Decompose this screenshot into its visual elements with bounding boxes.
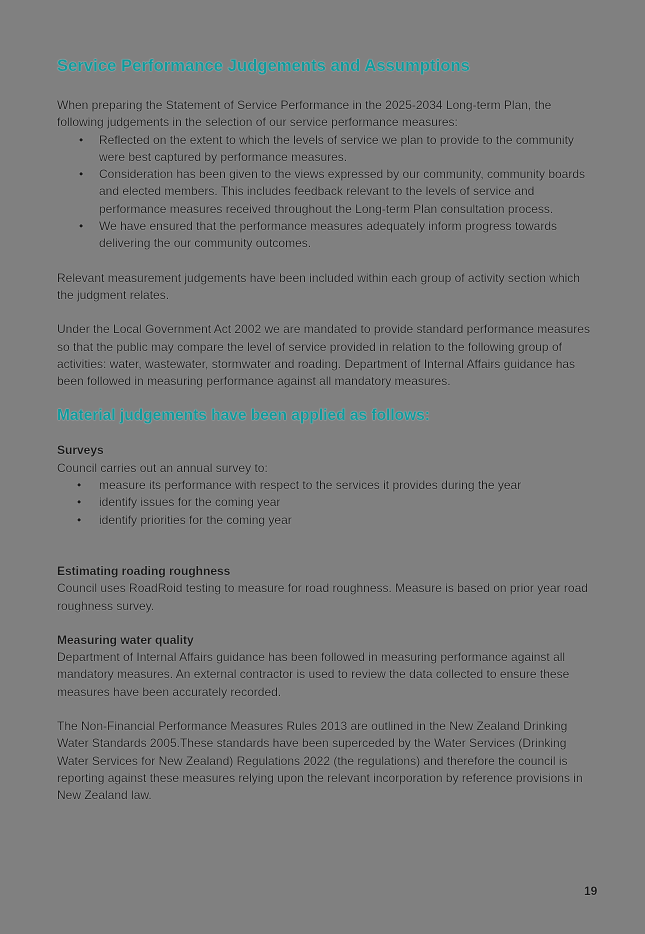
roading-title: Estimating roading roughness (57, 563, 231, 578)
surveys-text: Council carries out an annual survey to: (57, 460, 268, 475)
list-item: • Consideration has been given to the views expressed by our community, community boards and elected members. This includes feedback relevant to the levels of service and performance measures received throughout the Long-term Plan consultation process. (99, 166, 597, 218)
list-item: • identify priorities for the coming year (99, 512, 597, 529)
relevant-judgements-paragraph: Relevant measurement judgements have been included within each group of activity section which the judgment relates. (57, 270, 580, 302)
roading-text: Council uses RoadRoid testing to measure for road roughness. Measure is based on prior year road roughness survey. (57, 581, 588, 613)
rules-paragraph: The Non-Financial Performance Measures Rules 2013 are outlined in the New Zealand Drinking Water Standards 2005.These standards have been superceded by the Water Services (Drinking Water Services for New Zealand) Regulations 2022 (the regulations) and therefore the council is reporting against these measures relying upon the relevant incorporation by reference provisions in New Zealand law. (57, 719, 583, 803)
list-item: • We have ensured that the performance measures adequately inform progress towards delivering the our community outcomes. (99, 218, 597, 253)
water-quality-text: Department of Internal Affairs guidance has been followed in measuring performance against all mandatory measures. An external contractor is used to review the data collected to ensure these measures have been accurately recorded. (57, 650, 570, 699)
list-item: • Reflected on the extent to which the levels of service we plan to provide to the community were best captured by performance measures. (99, 132, 597, 167)
intro-paragraph: When preparing the Statement of Service Performance in the 2025-2034 Long-term Plan, the following judgements in the selection of our service performance measures: (57, 98, 552, 130)
list-item: • measure its performance with respect to the services it provides during the year (99, 477, 597, 494)
intro-bullet-list (57, 132, 597, 253)
page-number: 19 (584, 884, 598, 898)
lga-paragraph: Under the Local Government Act 2002 we are mandated to provide standard performance measures so that the public may compare the level of service provided in relation to the following group of activities: water, wastewater, stormwater and roading. Department of Internal Affairs guidance has been followed in measuring performance against all mandatory measures. (57, 322, 590, 389)
material-judgements-heading: Material judgements have been applied as follows: (57, 407, 430, 425)
surveys-title: Surveys (57, 443, 104, 458)
water-quality-title: Measuring water quality (57, 632, 194, 647)
page-title: Service Performance Judgements and Assumptions (57, 57, 470, 75)
surveys-bullet-list (57, 477, 597, 529)
list-item: • identify issues for the coming year (99, 494, 597, 511)
document-page (57, 55, 597, 805)
